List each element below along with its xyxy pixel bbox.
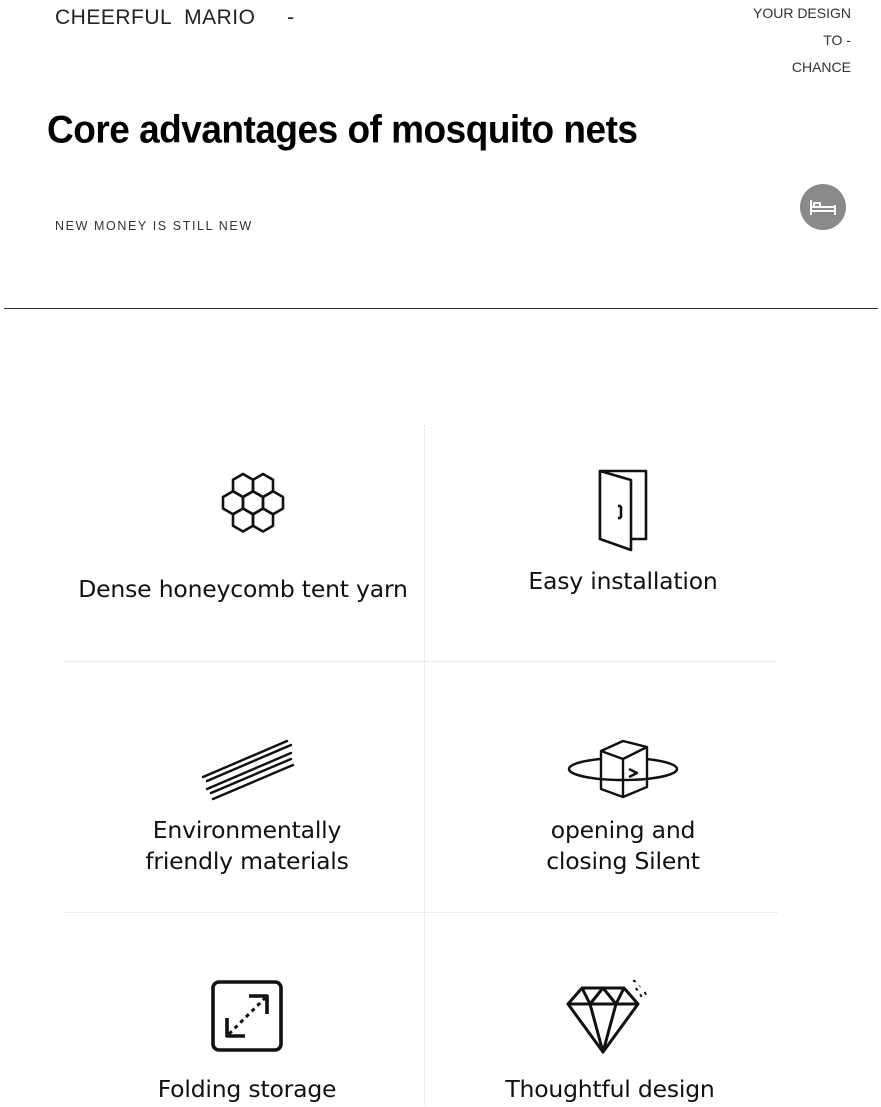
feature-thoughtful <box>410 976 810 1105</box>
feature-label-line-2: friendly materials <box>145 847 349 875</box>
feature-label-line-2: closing Silent <box>546 847 700 875</box>
page-subtitle: NEW MONEY IS STILL NEW <box>55 219 253 233</box>
grid-row-divider-1 <box>65 661 777 662</box>
header-divider <box>4 308 878 309</box>
tagline <box>691 0 851 81</box>
material-strands-icon <box>197 735 297 805</box>
diamond-icon <box>560 976 660 1056</box>
rotating-cube-icon <box>563 735 683 801</box>
expand-arrows-icon <box>209 978 285 1054</box>
feature-label: Dense honeycomb tent yarn <box>78 575 408 603</box>
bed-icon <box>808 197 838 217</box>
grid-row-divider-2 <box>65 912 777 913</box>
feature-materials <box>47 735 447 877</box>
honeycomb-icon <box>201 470 285 554</box>
feature-honeycomb <box>43 470 443 605</box>
brand-name: CHEERFUL MARIO - <box>55 6 295 29</box>
feature-label: Folding storage <box>157 1075 337 1103</box>
feature-label: Easy installation <box>528 567 718 595</box>
feature-silent <box>423 735 823 877</box>
feature-folding <box>47 978 447 1105</box>
feature-label-line-1: Environmentally <box>152 816 342 844</box>
tagline-line-2: TO - <box>823 32 851 48</box>
feature-label: Thoughtful design <box>505 1075 715 1103</box>
bed-badge <box>800 184 846 230</box>
page-title: Core advantages of mosquito nets <box>47 108 638 152</box>
door-icon <box>593 468 653 554</box>
feature-door <box>423 468 823 597</box>
tagline-line-3: CHANCE <box>791 59 851 75</box>
feature-label-line-1: opening and <box>550 816 696 844</box>
tagline-line-1: YOUR DESIGN <box>752 5 851 21</box>
